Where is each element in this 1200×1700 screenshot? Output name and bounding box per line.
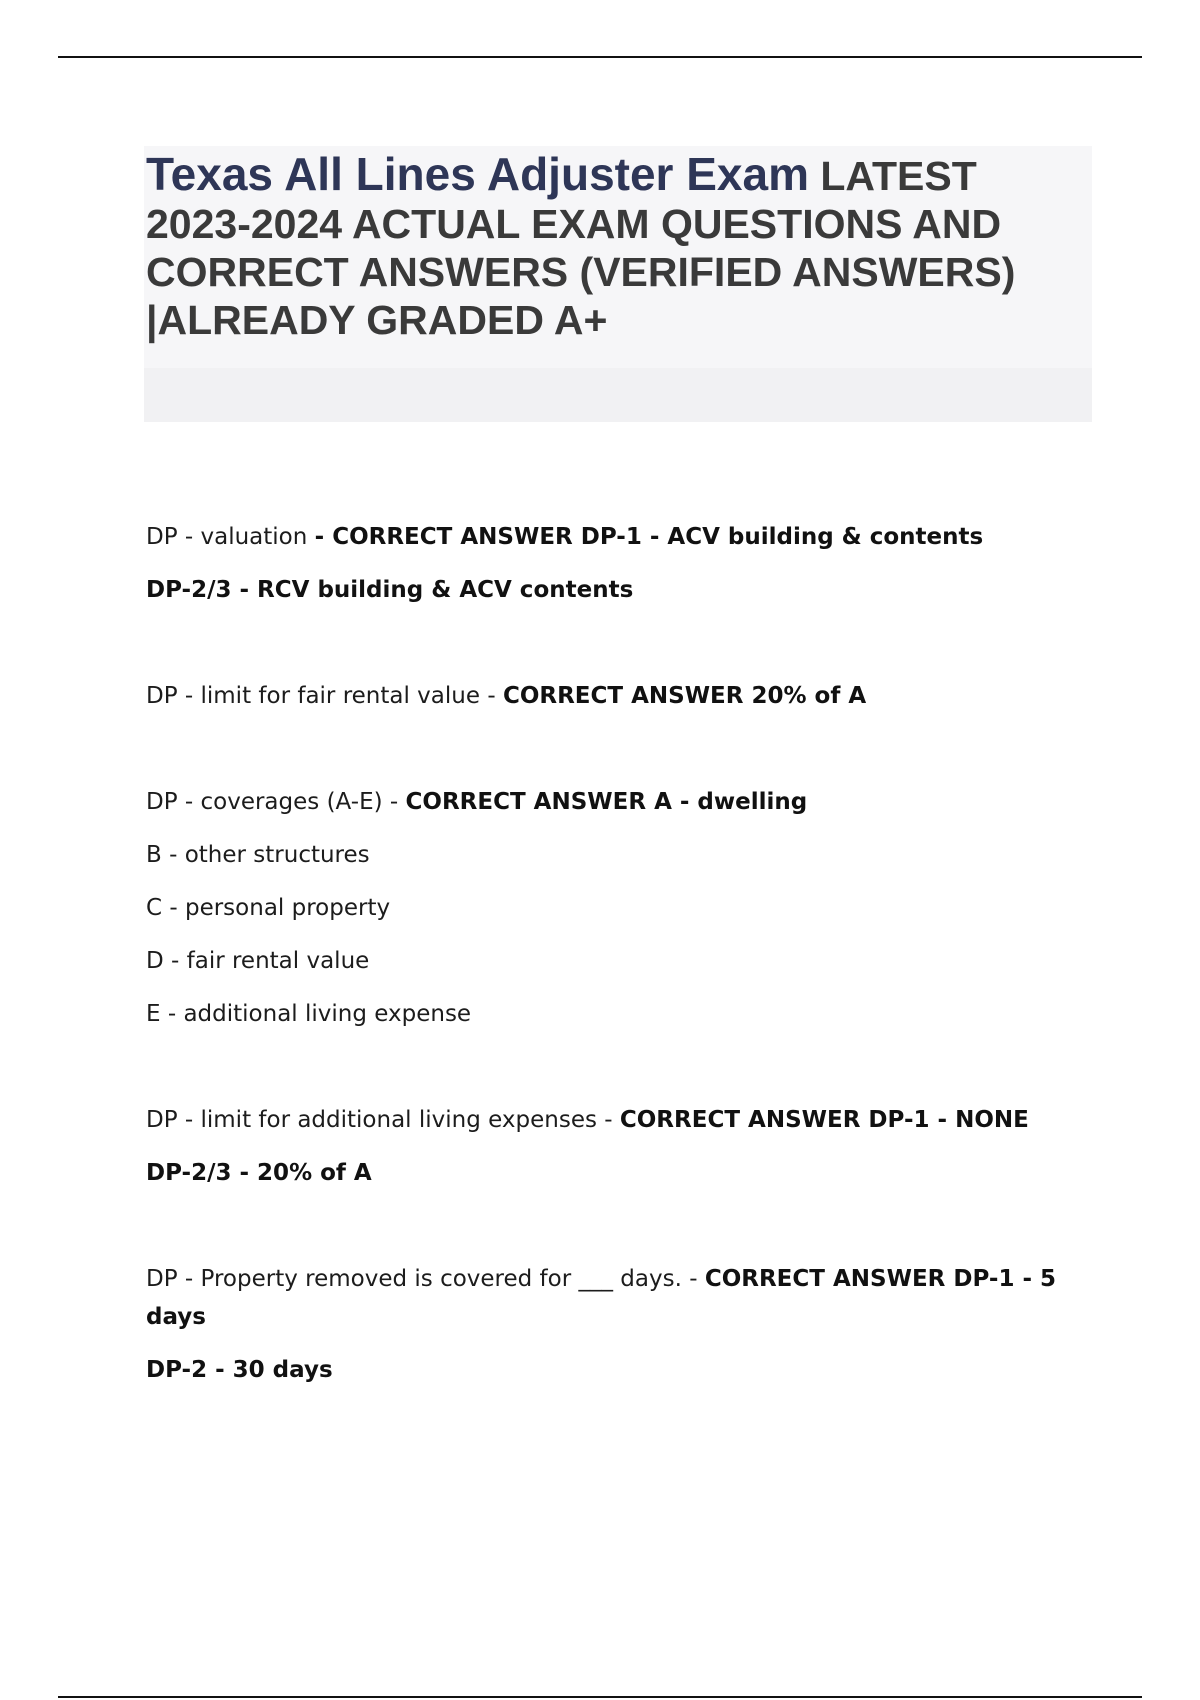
qa-question-line: [146, 783, 1066, 821]
title-brand: Texas All Lines Adjuster Exam: [146, 148, 809, 200]
qa-answer-line: B - other structures: [146, 842, 370, 868]
qa-question: DP - limit for fair rental value -: [146, 683, 503, 709]
qa-answer: CORRECT ANSWER DP-1 - 5 days: [146, 1266, 1057, 1330]
qa-question-line: [146, 1101, 1066, 1139]
qa-answer-line: E - additional living expense: [146, 1001, 472, 1027]
qa-answer: - CORRECT ANSWER DP-1 - ACV building & contents: [314, 524, 984, 550]
qa-question-line: [146, 518, 1066, 556]
qa-item-fair-rental: [146, 677, 1066, 715]
qa-item-valuation: [146, 518, 1066, 609]
title-subtitle: LATEST 2023-2024 ACTUAL EXAM QUESTIONS AND CORRECT ANSWERS (VERIFIED ANSWERS) |ALREADY GRADED A+: [146, 153, 1016, 343]
document-title: [146, 146, 1092, 344]
qa-item-property-removed: [146, 1260, 1066, 1389]
qa-answer: CORRECT ANSWER A - dwelling: [405, 789, 808, 815]
qa-answer-line: DP-2 - 30 days: [146, 1357, 333, 1383]
qa-answer: CORRECT ANSWER DP-1 - NONE: [619, 1107, 1029, 1133]
qa-answer-line: C - personal property: [146, 895, 391, 921]
qa-item-coverages: [146, 783, 1066, 1033]
top-rule: [58, 56, 1142, 58]
qa-answer: CORRECT ANSWER 20% of A: [502, 683, 867, 709]
qa-question-line: [146, 1260, 1066, 1336]
qa-question: DP - Property removed is covered for ___ days. -: [146, 1266, 705, 1292]
qa-item-additional-living: [146, 1101, 1066, 1192]
qa-answer-line: D - fair rental value: [146, 948, 370, 974]
title-banner: [144, 146, 1092, 422]
qa-answer-line: DP-2/3 - 20% of A: [146, 1160, 372, 1186]
qa-question: DP - valuation: [146, 524, 315, 550]
bottom-rule: [58, 1696, 1142, 1698]
qa-content: [146, 518, 1066, 1389]
title-banner-footer: [144, 368, 1092, 422]
qa-question: DP - limit for additional living expenses -: [146, 1107, 620, 1133]
qa-question-line: [146, 677, 1066, 715]
qa-answer-line: DP-2/3 - RCV building & ACV contents: [146, 577, 634, 603]
qa-question: DP - coverages (A-E) -: [146, 789, 406, 815]
